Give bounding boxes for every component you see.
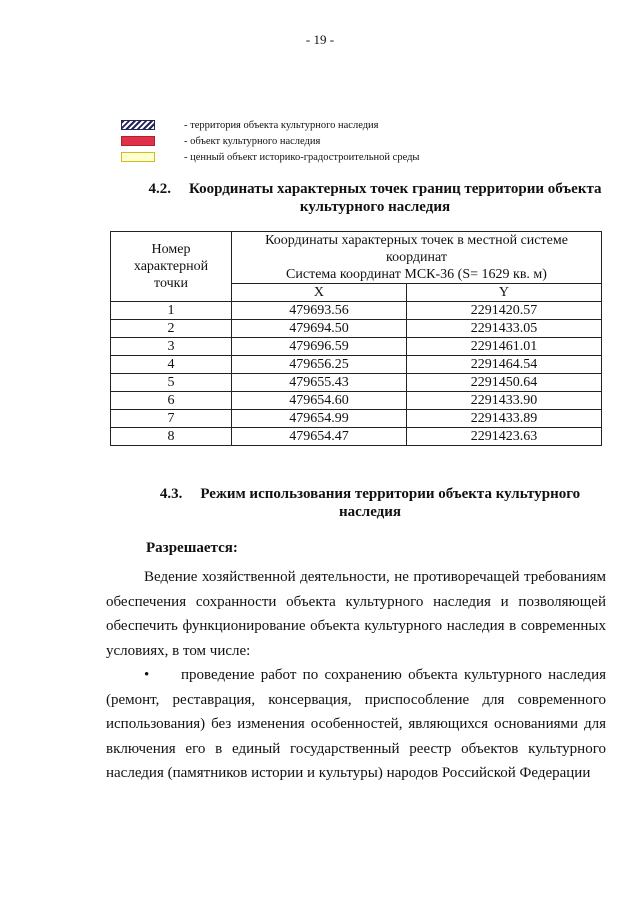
paragraph: Ведение хозяйственной деятельности, не противоречащей требованиям обеспечения сохранности объекта культурного наследия и позволяющей обеспечить функционирование объекта культурного наследия в современных условиях, в том числе: bbox=[106, 569, 606, 659]
y-coordinate: 2291464.54 bbox=[406, 356, 601, 374]
table-row bbox=[111, 410, 602, 428]
y-coordinate: 2291433.90 bbox=[406, 392, 601, 410]
legend-label: - объект культурного наследия bbox=[184, 135, 321, 147]
table-row bbox=[111, 374, 602, 392]
header-text: точки bbox=[154, 276, 188, 291]
point-number: 6 bbox=[111, 392, 232, 410]
y-coordinate: 2291433.89 bbox=[406, 410, 601, 428]
legend-item-object bbox=[121, 133, 420, 149]
section-title-line: Режим использования территории объекта культурного bbox=[200, 486, 581, 502]
red-swatch-icon bbox=[121, 136, 155, 146]
header-point-number bbox=[111, 232, 232, 302]
header-text: Система координат МСК-36 (S= 1629 кв. м) bbox=[286, 267, 547, 282]
table-row bbox=[111, 338, 602, 356]
x-coordinate: 479654.47 bbox=[232, 428, 407, 446]
header-text: Координаты характерных точек в местной системе bbox=[265, 233, 568, 248]
x-coordinate: 479694.50 bbox=[232, 320, 407, 338]
point-number: 7 bbox=[111, 410, 232, 428]
section-heading-4-3 bbox=[150, 485, 590, 521]
header-text: характерной bbox=[133, 259, 209, 274]
point-number: 2 bbox=[111, 320, 232, 338]
x-coordinate: 479655.43 bbox=[232, 374, 407, 392]
y-coordinate: 2291461.01 bbox=[406, 338, 601, 356]
legend-item-valuable bbox=[121, 149, 420, 165]
point-number: 3 bbox=[111, 338, 232, 356]
map-legend bbox=[121, 117, 420, 165]
y-coordinate: 2291450.64 bbox=[406, 374, 601, 392]
x-coordinate: 479696.59 bbox=[232, 338, 407, 356]
x-coordinate: 479693.56 bbox=[232, 302, 407, 320]
header-y: Y bbox=[406, 284, 601, 302]
bullet-text: проведение работ по сохранению объекта культурного наследия (ремонт, реставрация, консервация, приспособление для современного использования) без изменения особенностей, являющихся основаниями для включения его в единый государственный реестр объектов культурного наследия (памятников истории и культуры) народов Российской Федерации bbox=[106, 667, 606, 781]
point-number: 1 bbox=[111, 302, 232, 320]
x-coordinate: 479654.60 bbox=[232, 392, 407, 410]
table-row bbox=[111, 392, 602, 410]
section-number: 4.3. bbox=[159, 486, 183, 502]
legend-label: - ценный объект историко-градостроительной среды bbox=[184, 151, 420, 163]
section-heading-4-2 bbox=[140, 180, 610, 216]
table-row bbox=[111, 356, 602, 374]
allowed-label: Разрешается: bbox=[146, 540, 238, 556]
point-number: 4 bbox=[111, 356, 232, 374]
bullet-icon: • bbox=[144, 667, 150, 683]
bullet-paragraph bbox=[106, 663, 606, 786]
point-number: 8 bbox=[111, 428, 232, 446]
yellow-swatch-icon bbox=[121, 152, 155, 162]
legend-item-territory bbox=[121, 117, 420, 133]
y-coordinate: 2291420.57 bbox=[406, 302, 601, 320]
header-coordinates bbox=[232, 232, 602, 284]
section-title-line: наследия bbox=[338, 504, 402, 520]
x-coordinate: 479654.99 bbox=[232, 410, 407, 428]
section-number: 4.2. bbox=[148, 181, 171, 197]
section-title-line: Координаты характерных точек границ территории объекта bbox=[188, 181, 602, 197]
x-coordinate: 479656.25 bbox=[232, 356, 407, 374]
table-row bbox=[111, 428, 602, 446]
point-number: 5 bbox=[111, 374, 232, 392]
coordinates-table bbox=[110, 231, 602, 446]
y-coordinate: 2291433.05 bbox=[406, 320, 601, 338]
page-number: - 19 - bbox=[305, 32, 335, 47]
table-row bbox=[111, 320, 602, 338]
hatched-swatch-icon bbox=[121, 120, 155, 130]
header-text: координат bbox=[386, 250, 447, 265]
legend-label: - территория объекта культурного наследия bbox=[184, 119, 379, 131]
header-x: X bbox=[232, 284, 407, 302]
table-row bbox=[111, 302, 602, 320]
section-title-line: культурного наследия bbox=[299, 199, 451, 215]
y-coordinate: 2291423.63 bbox=[406, 428, 601, 446]
header-text: Номер bbox=[151, 242, 191, 257]
